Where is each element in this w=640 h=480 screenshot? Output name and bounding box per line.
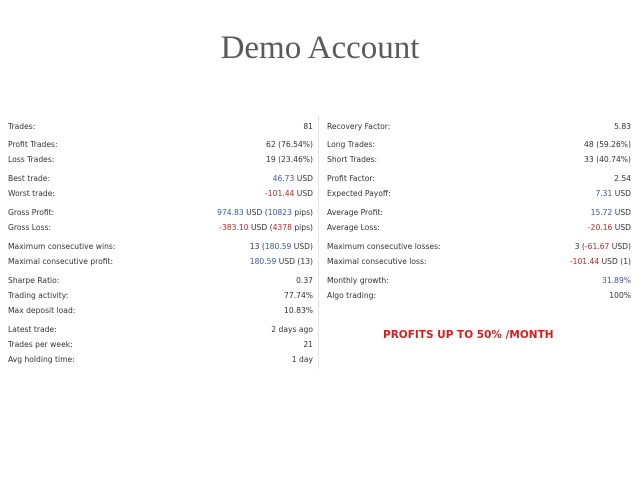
stat-label: Profit Trades: [8, 140, 58, 149]
stat-label: Recovery Factor: [327, 122, 391, 131]
stat-row [8, 172, 313, 186]
stat-value-part: USD ( [243, 208, 268, 217]
stat-label: Avg holding time: [8, 355, 75, 364]
stat-label: Loss Trades: [8, 155, 55, 164]
stat-label: Sharpe Ratio: [8, 276, 60, 285]
stat-value [584, 138, 631, 152]
stat-row [8, 206, 313, 220]
stat-value [595, 187, 631, 201]
stat-value-part: USD [612, 208, 631, 217]
stat-row [327, 274, 631, 288]
stat-label: Best trade: [8, 174, 51, 183]
stat-label: Gross Loss: [8, 223, 52, 232]
stat-value [614, 172, 631, 186]
stat-value-part: USD [294, 174, 313, 183]
stat-value-part: 81 [303, 122, 313, 131]
stat-value-part: 33 (40.74%) [584, 155, 631, 164]
stat-value-part: 180.59 [264, 242, 292, 251]
stat-value-part: USD [294, 189, 313, 198]
stat-value-part: -101.44 [569, 257, 600, 266]
stat-value [296, 274, 313, 288]
page-title: Demo Account [220, 30, 420, 66]
stat-value-part: 77.74% [284, 291, 313, 300]
stat-value [584, 153, 631, 167]
stat-label: Maximum consecutive losses: [327, 242, 441, 251]
stat-row [8, 304, 313, 318]
stat-row [8, 255, 313, 269]
stat-row [327, 289, 631, 303]
stat-value [292, 353, 313, 367]
stat-row [327, 206, 631, 220]
stat-row [327, 172, 631, 186]
stat-value-part: 21 [303, 340, 313, 349]
stat-value-part: 2 days ago [271, 325, 313, 334]
stat-row [8, 187, 313, 201]
stat-value-part: 1 day [291, 355, 313, 364]
stat-value [591, 206, 631, 220]
stat-row [327, 120, 631, 134]
stat-label: Gross Profit: [8, 208, 55, 217]
stat-label: Short Trades: [327, 155, 378, 164]
stat-value-part: -101.44 [265, 189, 295, 198]
stat-label: Latest trade: [8, 325, 57, 334]
stat-value [609, 289, 631, 303]
stat-value-part: 48 (59.26%) [584, 140, 631, 149]
stat-row [8, 120, 313, 134]
stat-value-part: pips) [291, 223, 313, 232]
stat-value-part: 46.73 [272, 174, 295, 183]
stat-value [250, 255, 313, 269]
stat-label: Maximum consecutive wins: [8, 242, 116, 251]
stat-label: Trades: [8, 122, 36, 131]
stat-value [284, 304, 313, 318]
stat-value-part: USD [612, 223, 631, 232]
stat-row [327, 138, 631, 152]
stat-value [271, 323, 313, 337]
stat-label: Profit Factor: [327, 174, 375, 183]
stat-value [588, 221, 631, 235]
stat-row [327, 187, 631, 201]
stat-value [266, 153, 313, 167]
stat-value-part: USD) [291, 242, 313, 251]
stat-value [265, 187, 313, 201]
stat-label: Maximal consecutive loss: [327, 257, 427, 266]
stat-value [284, 289, 313, 303]
stat-value-part: USD (13) [276, 257, 313, 266]
stat-value-part: USD [612, 189, 631, 198]
stat-label: Trading activity: [8, 291, 69, 300]
stat-label: Expected Payoff: [327, 189, 391, 198]
stat-label: Maximal consecutive profit: [8, 257, 114, 266]
stat-value-part: 3 ( [574, 242, 585, 251]
stat-row [8, 221, 313, 235]
stat-row [8, 289, 313, 303]
stat-row [327, 153, 631, 167]
stat-row [8, 153, 313, 167]
stat-row [8, 274, 313, 288]
stat-label: Worst trade: [8, 189, 55, 198]
stat-value-part: 13 ( [249, 242, 265, 251]
stat-value-part: USD (1) [599, 257, 631, 266]
stat-row [8, 323, 313, 337]
stat-value [273, 172, 313, 186]
stat-value [570, 255, 631, 269]
stat-value-part: 180.59 [249, 257, 277, 266]
stat-value-part: 5.83 [614, 122, 631, 131]
stat-row [327, 221, 631, 235]
stat-value-part: 7.31 [595, 189, 613, 198]
stat-value [303, 338, 313, 352]
stat-row [8, 138, 313, 152]
stat-value-part: 4378 [272, 223, 292, 232]
stat-value-part: -61.67 [584, 242, 610, 251]
stat-value-part: USD) [609, 242, 631, 251]
stat-value-part: 15.72 [590, 208, 613, 217]
stat-value [602, 274, 631, 288]
stat-label: Max deposit load: [8, 306, 76, 315]
stat-label: Trades per week: [8, 340, 73, 349]
stat-value-part: -383.10 [219, 223, 249, 232]
stat-value [575, 240, 631, 254]
stat-label: Average Loss: [327, 223, 380, 232]
stat-value-part: pips) [291, 208, 313, 217]
stat-value-part: 10.83% [284, 306, 313, 315]
stat-value-part: 2.54 [614, 174, 631, 183]
stat-row [327, 240, 631, 254]
stat-value-part: USD ( [248, 223, 273, 232]
stat-value-part: 974.83 [217, 208, 244, 217]
stat-value [614, 120, 631, 134]
stat-label: Monthly growth: [327, 276, 389, 285]
stat-value [303, 120, 313, 134]
stat-row [327, 255, 631, 269]
stat-label: Long Trades: [327, 140, 376, 149]
stat-value [266, 138, 313, 152]
stat-value [217, 206, 313, 220]
stat-value-part: 31.89% [602, 276, 631, 285]
stat-row [8, 338, 313, 352]
stat-value-part: 100% [609, 291, 631, 300]
stat-label: Average Profit: [327, 208, 383, 217]
stat-label: Algo trading: [327, 291, 377, 300]
stat-value-part: 19 (23.46%) [266, 155, 313, 164]
stat-value-part: 10823 [267, 208, 292, 217]
stat-value-part: 62 (76.54%) [266, 140, 313, 149]
stat-value [219, 221, 313, 235]
column-divider [318, 115, 319, 369]
promo-text: PROFITS UP TO 50% /MONTH [383, 329, 554, 341]
stat-value-part: 0.37 [296, 276, 313, 285]
stat-row [8, 240, 313, 254]
stat-value-part: -20.16 [587, 223, 613, 232]
stat-value [250, 240, 313, 254]
stat-row [8, 353, 313, 367]
